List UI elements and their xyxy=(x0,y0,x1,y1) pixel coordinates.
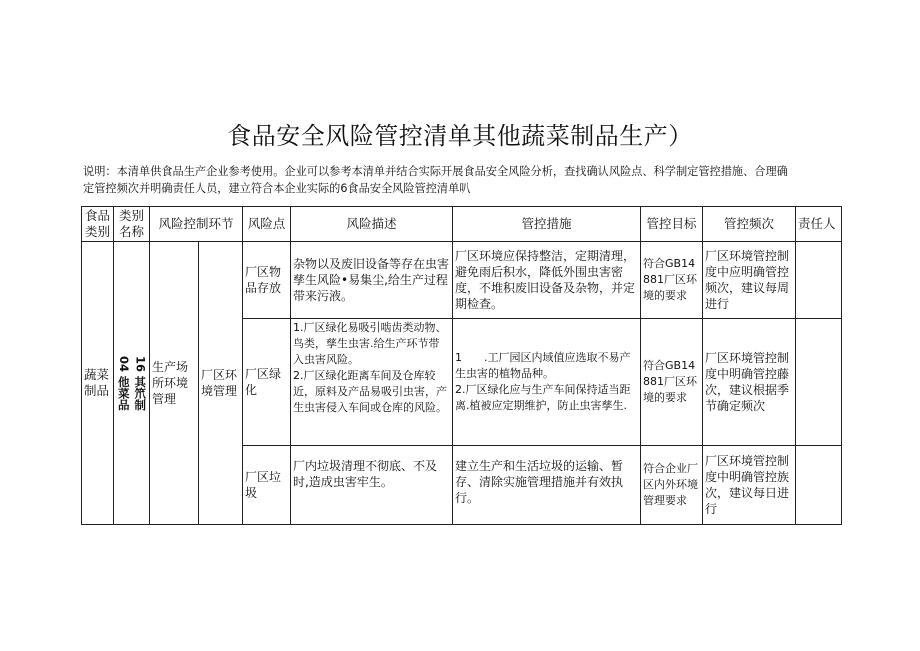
category-cell: 蔬菜制品 xyxy=(82,242,114,525)
target-cell: 符合GB14881厂区环境的要求 xyxy=(641,319,703,446)
header-measures: 管控措施 xyxy=(453,207,641,242)
header-row xyxy=(82,207,842,242)
risk-desc-cell: 杂物以及废旧设备等存在虫害孳生风险•易集尘,给生产过程带来污液。 xyxy=(291,242,453,319)
header-owner: 责任人 xyxy=(796,207,842,242)
frequency-cell: 厂区环境管控制度中明确管控族次，建议每日进行 xyxy=(703,446,796,525)
table-row xyxy=(82,242,842,319)
class-name-text-1: 16 其笊制 xyxy=(133,355,148,411)
risk-point-cell: 厂区垃圾 xyxy=(243,446,291,525)
class-name-cell xyxy=(114,242,150,525)
risk-control-table xyxy=(81,206,842,525)
measures-cell: 厂区环境应保持整洁，定期清理，避免雨后积水，降低外围虫害密度，不堆积废旧设备及杂物，并定期检查。 xyxy=(453,242,641,319)
header-risk-link: 风险控制环节 xyxy=(150,207,243,242)
measures-cell: 建立生产和生活垃圾的运输、暂存、清除实施管理措施并有效执行。 xyxy=(453,446,641,525)
risk-desc-cell: 1.厂区绿化易吸引啮齿类动物、鸟类，孳生虫害.给生产环节带入虫害风险。 2.厂区绿化距离车间及仓库较近，原料及产品易吸引虫害，产生虫害侵入车间或仓库的风险。 xyxy=(291,319,453,446)
owner-cell xyxy=(796,319,842,446)
risk-link-cell-1: 生产场所环境管理 xyxy=(150,242,199,525)
risk-link-cell-2: 厂区环境管理 xyxy=(199,242,243,525)
header-risk-desc: 风险描述 xyxy=(291,207,453,242)
explanation-note xyxy=(83,163,843,197)
target-cell: 符合企业厂区内外环境管理要求 xyxy=(641,446,703,525)
header-risk-point: 风险点 xyxy=(243,207,291,242)
owner-cell xyxy=(796,446,842,525)
header-target: 管控目标 xyxy=(641,207,703,242)
frequency-cell: 厂区环境管控制度中明确管控藤次，建议根据季节确定频次 xyxy=(703,319,796,446)
frequency-cell: 厂区环境管控制度中应明确管控频次，建议每周进行 xyxy=(703,242,796,319)
owner-cell xyxy=(796,242,842,319)
risk-point-cell: 厂区绿化 xyxy=(243,319,291,446)
header-frequency: 管控频次 xyxy=(703,207,796,242)
page-title: 食品安全风险管控清单其他蔬菜制品生产） xyxy=(227,122,693,150)
target-cell: 符合GB14881厂区环境的要求 xyxy=(641,242,703,319)
risk-point-cell: 厂区物品存放 xyxy=(243,242,291,319)
note-line-1: 说明：本清单供食品生产企业参考使用。企业可以参考本清单并结合实际开展食品安全风险分析，查找确认风险点、科学制定管控措施、合理确 xyxy=(83,165,788,178)
header-category: 食品类别 xyxy=(82,207,114,242)
class-name-text-2: 04 他菜品 xyxy=(116,355,131,411)
note-line-2: 定管控频次并明确责任人员，建立符合本企业实际的6食品安全风险管控清单叭 xyxy=(83,182,471,195)
measures-cell: 1 .工厂园区内域值应选取不易产生虫害的植物品种。 2.厂区绿化应与生产车间保持适当距离.植被应定期维护，防止虫害孳生. xyxy=(453,319,641,446)
risk-desc-cell: 厂内垃圾清理不彻底、不及时,造成虫害牢生。 xyxy=(291,446,453,525)
header-class-name: 类别名称 xyxy=(114,207,150,242)
